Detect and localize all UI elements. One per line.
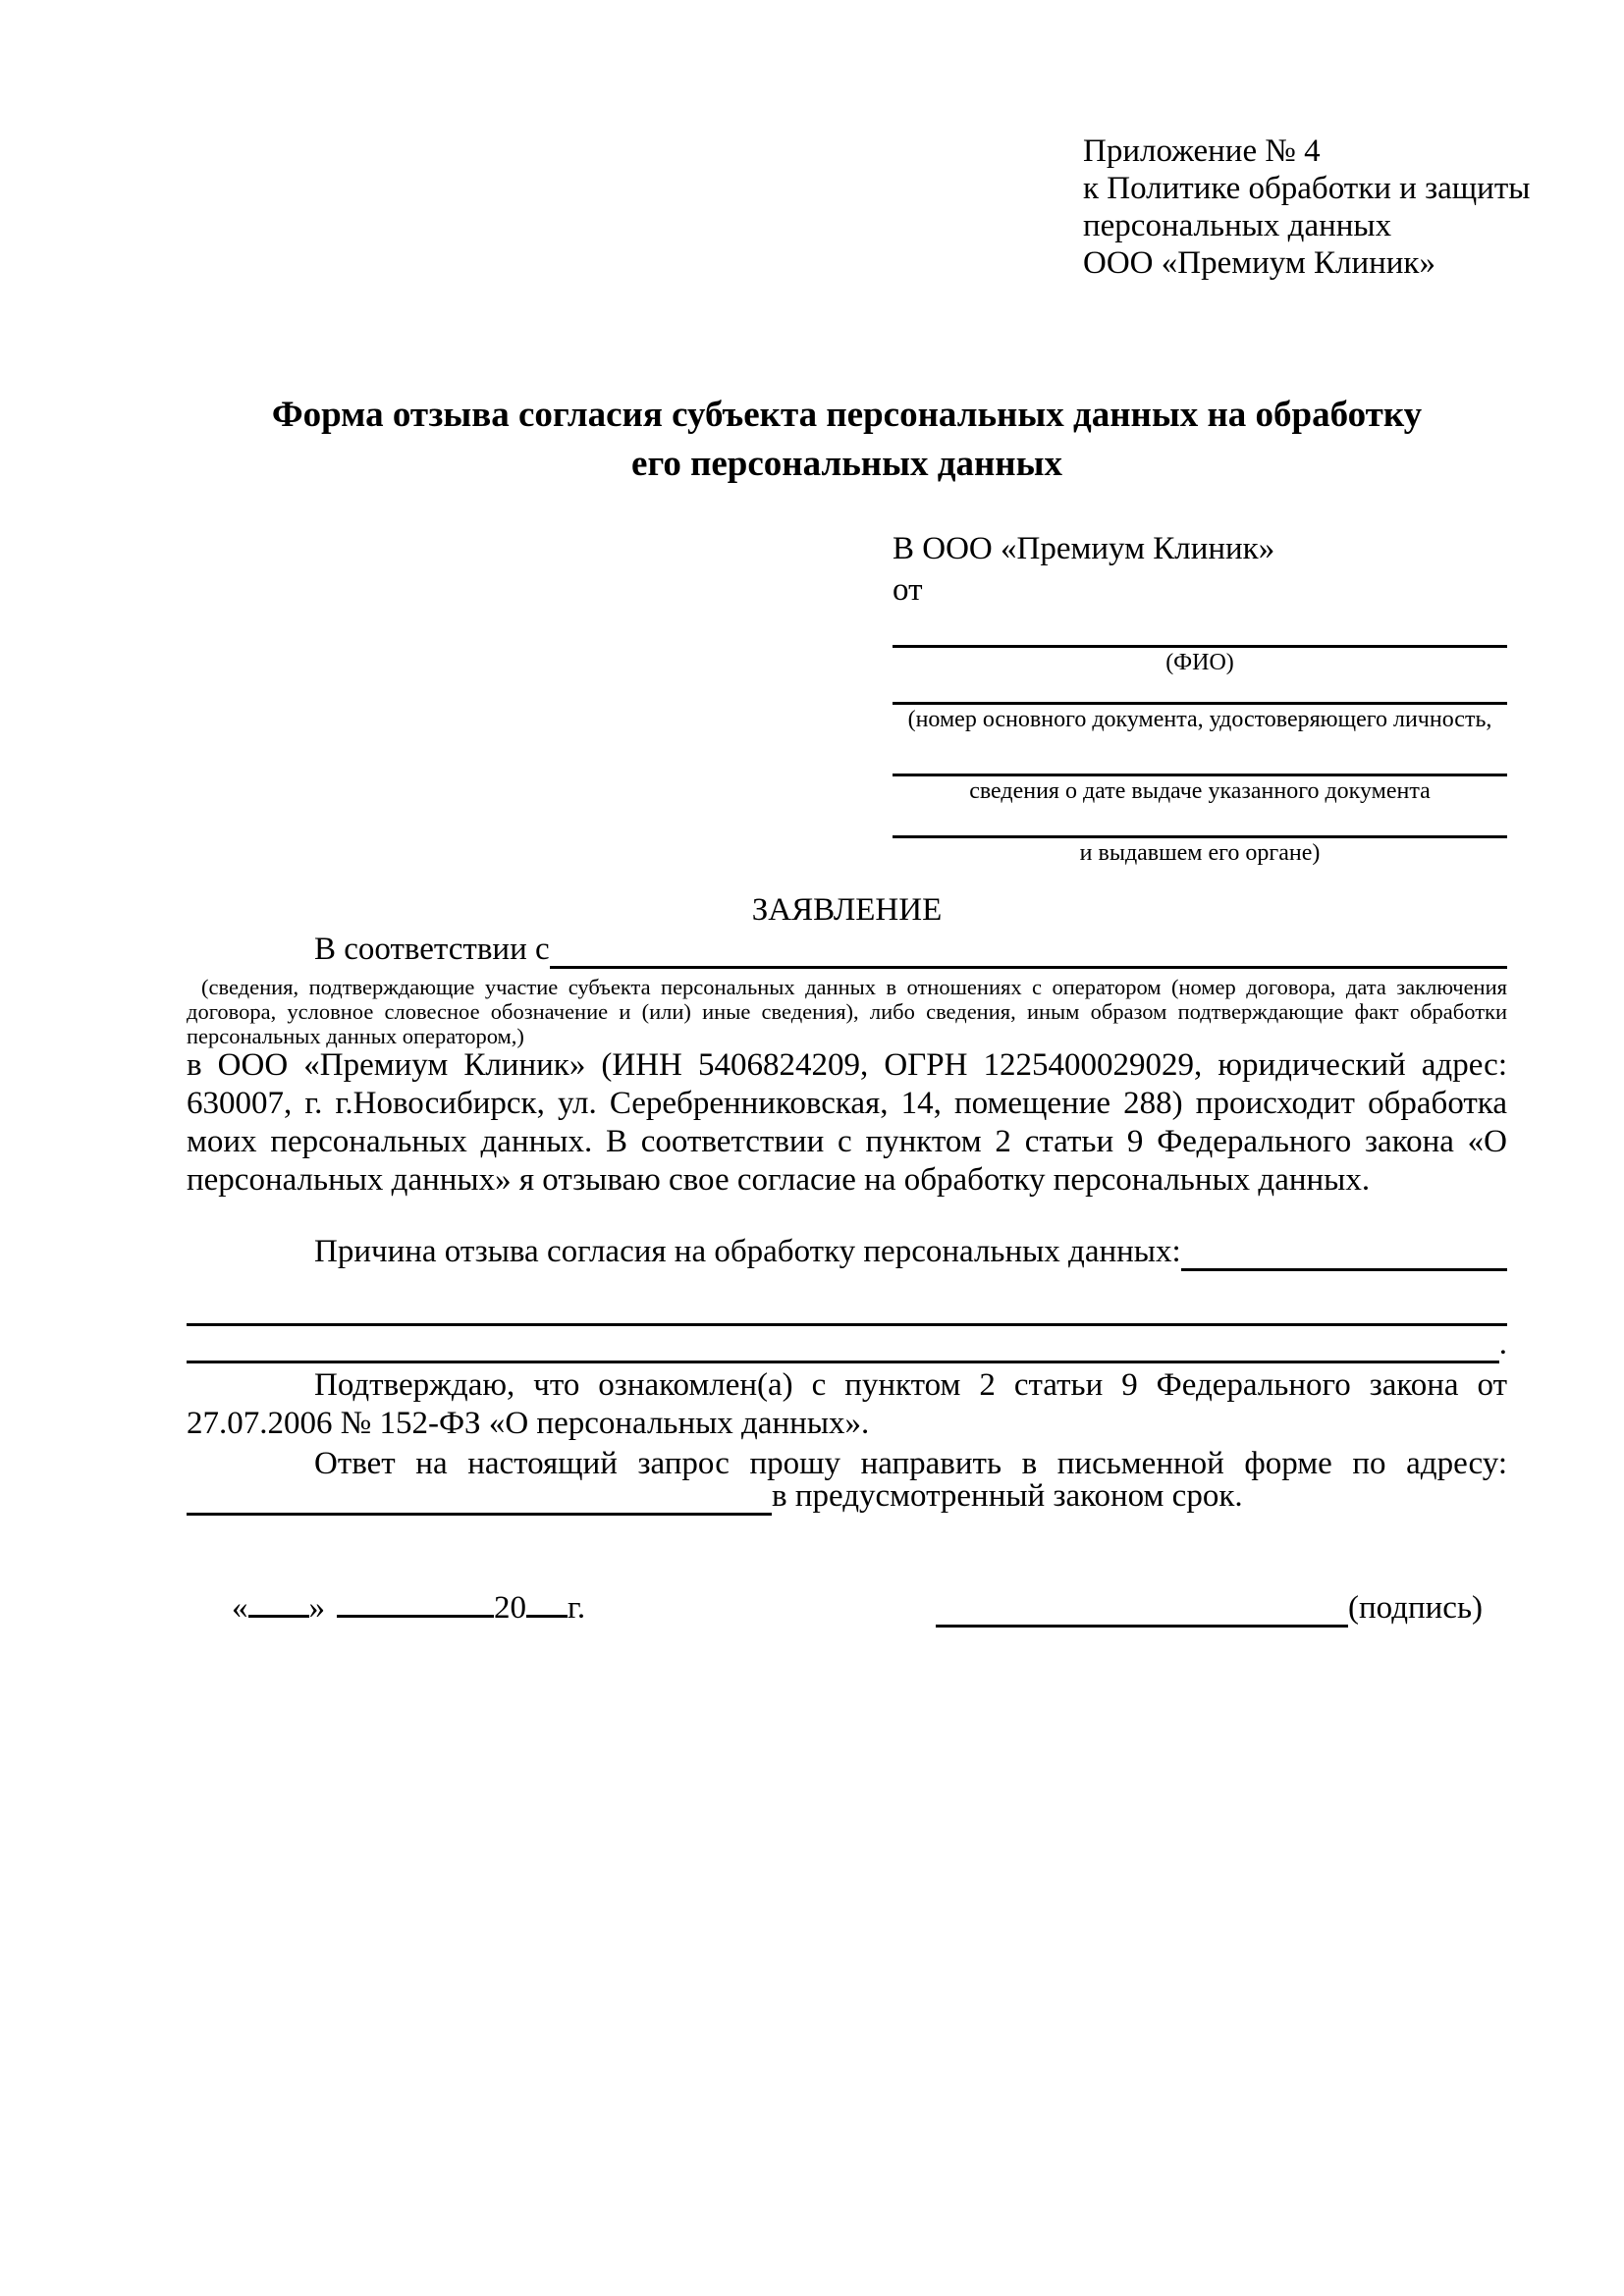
addressee-to: В ООО «Премиум Клиник» [893,531,1275,566]
date-day-blank [248,1588,309,1618]
fio-fill-line [893,634,1507,648]
blank-line-terminator: . [1498,1326,1507,1362]
reason-fill-line [1181,1236,1507,1271]
appendix-line: ООО «Премиум Клиник» [1083,245,1435,281]
appendix-line: к Политике обработки и защиты [1083,171,1531,206]
reply-suffix: в предусмотренный законом срок. [772,1478,1243,1514]
issuer-fill-line [893,806,1507,838]
reason-fill-line-2 [187,1328,1499,1363]
issuer-caption: и выдавшем его органе) [1079,840,1321,866]
intro-prefix: В соответствии с [314,932,550,967]
reason-blank-line-1 [187,1291,1507,1326]
signature-caption: (подпись) [1348,1590,1483,1626]
document-title [187,391,1507,489]
signature-fill-line [936,1598,1348,1628]
date-month-blank [337,1588,494,1618]
date-year-blank [526,1588,568,1618]
fine-print: (сведения, подтверждающие участие субъекта персональных данных в отношениях с оператором (номер договора, дата заключения договора, условное словесное обозначение и (или) иные сведения), либо сведения, иным образом подтверждающие факт обработки персональных данных оператором,) [187,975,1507,1048]
title-line: его персональных данных [631,444,1062,484]
date-signature-row [187,1582,1507,1628]
addressee-block [893,528,1507,868]
intro-fill-line [550,934,1507,969]
reason-blank-line-2 [187,1325,1507,1363]
quote-open: « [232,1590,248,1626]
intro-line [187,931,1507,969]
confirmation-paragraph: Подтверждаю, что ознакомлен(а) с пунктом 2 статьи 9 Федерального закона от 27.07.2006 № 152-ФЗ «О персональных данных». [187,1367,1507,1441]
reason-line [187,1233,1507,1271]
reply-address-fill-line [187,1480,772,1516]
quote-close: » [308,1590,325,1626]
signature-line [936,1589,1507,1628]
document-number-caption: (номер основного документа, удостоверяющего личность, [907,707,1492,732]
addressee-from-label: от [893,572,923,608]
statement-heading: ЗАЯВЛЕНИЕ [751,892,943,928]
document-number-fill-line [893,677,1507,705]
year-suffix: г. [568,1590,586,1626]
fio-caption: (ФИО) [1165,650,1234,675]
reason-label: Причина отзыва согласия на обработку персональных данных: [314,1234,1181,1269]
year-prefix: 20 [494,1590,526,1626]
reply-request-line: Ответ на настоящий запрос прошу направить в письменной форме по адресу: [314,1446,1507,1481]
date-line [187,1588,585,1628]
body-paragraph: в ООО «Премиум Клиник» (ИНН 5406824209, ОГРН 1225400029029, юридический адрес: 630007, г. г.Новосибирск, ул. Серебренниковская, 14, помещение 288) происходит обработка моих персональных данных. В соответствии с пунктом 2 статьи 9 Федерального закона «О персональных данных» я отзываю свое согласие на обработку персональных данных. [187,1047,1507,1198]
issue-date-fill-line [893,734,1507,776]
appendix-line: персональных данных [1083,208,1392,243]
title-line: Форма отзыва согласия субъекта персональных данных на обработку [271,395,1423,435]
issue-date-caption: сведения о дате выдаче указанного документа [969,778,1431,804]
appendix-line: Приложение № 4 [1083,133,1321,169]
reply-address-line [187,1477,1507,1516]
appendix-note [1083,133,1530,282]
